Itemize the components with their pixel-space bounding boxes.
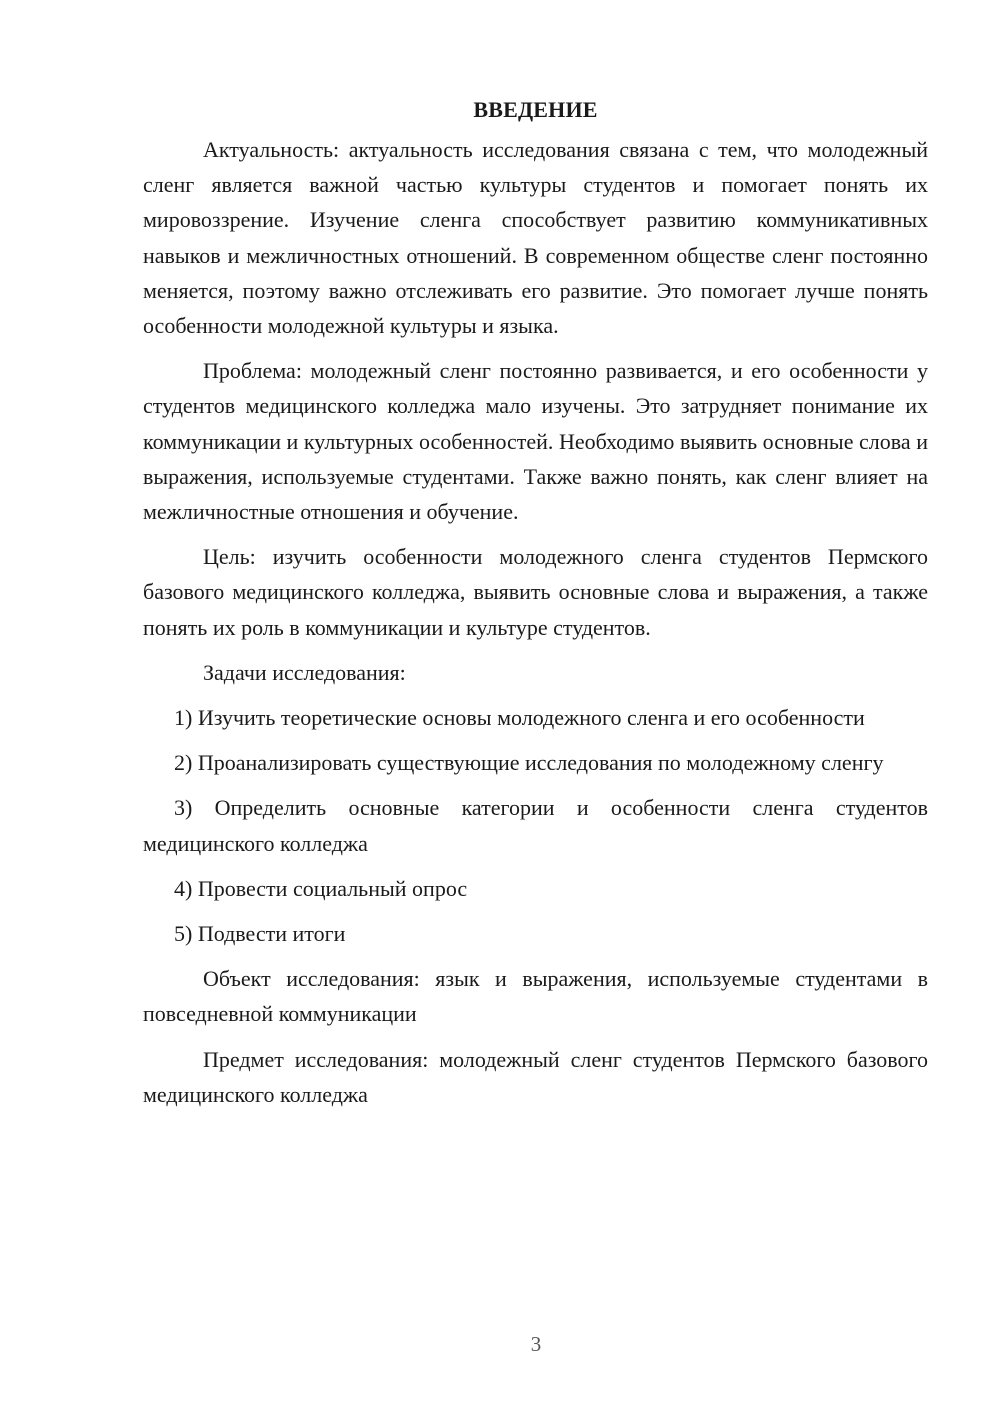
list-item: 3) Определить основные категории и особенности сленга студентов медицинского колледжа xyxy=(143,795,928,856)
research-object-paragraph: Объект исследования: язык и выражения, используемые студентами в повседневной коммуникации xyxy=(143,966,928,1027)
tasks-heading: Задачи исследования: xyxy=(203,659,406,685)
research-subject-paragraph: Предмет исследования: молодежный сленг студентов Пермского базового медицинского колледжа xyxy=(143,1046,928,1107)
problem-paragraph: Проблема: молодежный сленг постоянно развивается, и его особенности у студентов медицинского колледжа мало изучены. Это затрудняет понимание их коммуникации и культурных особенностей. Необходимо выявить основные слова и выражения, используемые студентами. Также важно понять, как сленг влияет на межличностные отношения и обучение. xyxy=(143,358,928,525)
list-item: 2) Проанализировать существующие исследования по молодежному сленгу xyxy=(174,750,884,776)
page-number: 3 xyxy=(530,1332,542,1356)
page-title: ВВЕДЕНИЕ xyxy=(473,97,598,122)
list-item: 5) Подвести итоги xyxy=(174,921,346,947)
list-item: 4) Провести социальный опрос xyxy=(174,875,468,901)
relevance-paragraph: Актуальность: актуальность исследования связана с тем, что молодежный сленг является важной частью культуры студентов и помогает понять их мировоззрение. Изучение сленга способствует развитию коммуникативных навыков и межличностных отношений. В современном обществе сленг постоянно меняется, поэтому важно отслеживать его развитие. Это помогает лучше понять особенности молодежной культуры и языка. xyxy=(143,137,928,339)
tasks-list xyxy=(143,700,928,951)
document-page xyxy=(143,92,928,1122)
list-item: 1) Изучить теоретические основы молодежного сленга и его особенности xyxy=(174,705,865,731)
goal-paragraph: Цель: изучить особенности молодежного сленга студентов Пермского базового медицинского колледжа, выявить основные слова и выражения, а также понять их роль в коммуникации и культуре студентов. xyxy=(143,544,928,640)
